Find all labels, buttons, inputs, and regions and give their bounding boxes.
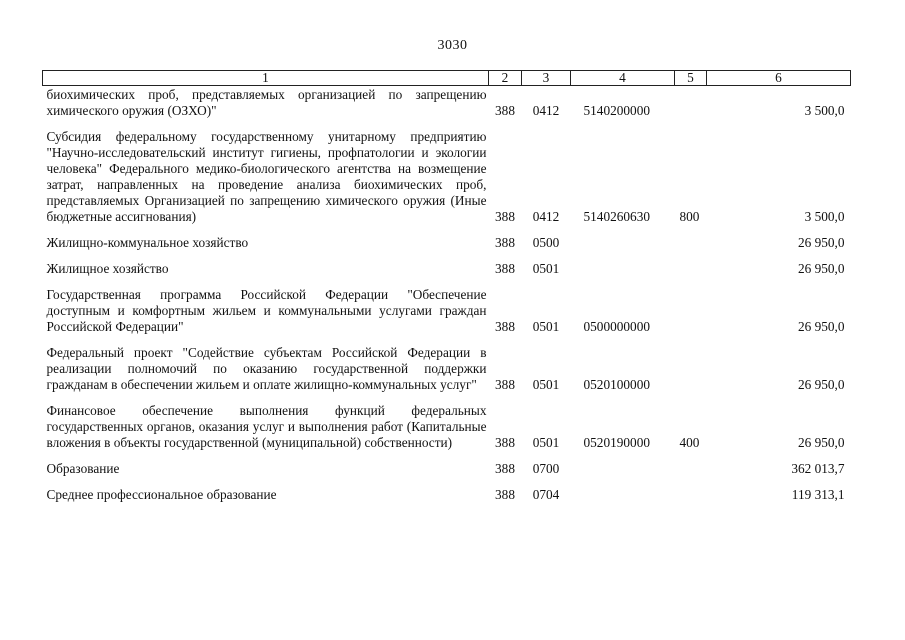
table-row (43, 225, 851, 251)
row-sum: 26 950,0 (797, 261, 845, 276)
row-gr: 388 (495, 103, 515, 118)
row-name: Образование (46, 461, 120, 476)
row-gr: 388 (495, 377, 515, 392)
row-gr: 388 (495, 261, 515, 276)
row-name: Жилищно-коммунальное хозяйство (46, 235, 249, 250)
row-rzpr: 0412 (532, 103, 560, 118)
row-csr: 5140260630 (583, 209, 650, 224)
row-name: Федеральный проект "Содействие субъектам Российской Федерации в реализации полномочий по оказанию государственной поддержки гражданам в обеспечении жильем и оплате жилищно-коммунальных услуг" (46, 345, 487, 392)
row-name: Среднее профессиональное образование (46, 487, 277, 502)
row-gr: 388 (495, 235, 515, 250)
row-gr: 388 (495, 319, 515, 334)
row-csr: 0520190000 (583, 435, 650, 450)
row-gr: 388 (495, 487, 515, 502)
page-number: 3030 (437, 38, 468, 53)
row-csr (571, 251, 675, 277)
row-vr: 400 (679, 435, 700, 450)
column-header-name: 1 (43, 71, 489, 86)
row-rzpr: 0501 (532, 377, 560, 392)
row-rzpr: 0412 (532, 209, 560, 224)
row-name: Субсидия федеральному государственному унитарному предприятию "Научно-исследовательский институт гигиены, профпатологии и экологии человека" Федерального медико-биологического агентства на возмещение затрат, направленных на проведение анализа биохимических проб, представляемых Организацией по запрещению химического оружия (Иные бюджетные ассигнования) (46, 129, 487, 224)
table-row (43, 451, 851, 477)
row-sum: 26 950,0 (797, 319, 845, 334)
row-csr (571, 225, 675, 251)
row-sum: 119 313,1 (791, 487, 845, 502)
row-vr (675, 86, 707, 120)
column-header-csr: 4 (571, 71, 675, 86)
column-header-sum: 6 (707, 71, 851, 86)
column-header-gr: 2 (489, 71, 522, 86)
budget-table (42, 70, 851, 503)
row-vr (675, 225, 707, 251)
table-row (43, 477, 851, 503)
row-rzpr: 0501 (532, 435, 560, 450)
table-header-row (43, 71, 851, 86)
column-header-vr: 5 (675, 71, 707, 86)
row-rzpr: 0500 (532, 235, 560, 250)
row-csr: 0500000000 (583, 319, 650, 334)
row-gr: 388 (495, 461, 515, 476)
row-csr (571, 451, 675, 477)
row-vr (675, 277, 707, 335)
row-csr: 5140200000 (583, 103, 650, 118)
table-row (43, 119, 851, 225)
row-sum: 362 013,7 (791, 461, 845, 476)
row-vr (675, 451, 707, 477)
row-gr: 388 (495, 435, 515, 450)
row-rzpr: 0501 (532, 261, 560, 276)
row-vr: 800 (679, 209, 700, 224)
row-rzpr: 0700 (532, 461, 560, 476)
row-vr (675, 251, 707, 277)
row-rzpr: 0501 (532, 319, 560, 334)
row-name: Государственная программа Российской Федерации "Обеспечение доступным и комфортным жильем и коммунальными услугами граждан Российской Федерации" (46, 287, 487, 334)
table-row (43, 251, 851, 277)
row-sum: 3 500,0 (804, 209, 845, 224)
table-row (43, 393, 851, 451)
row-rzpr: 0704 (532, 487, 560, 502)
row-name: Жилищное хозяйство (46, 261, 169, 276)
row-sum: 3 500,0 (804, 103, 845, 118)
row-gr: 388 (495, 209, 515, 224)
row-name: биохимических проб, представляемых организацией по запрещению химического оружия (ОЗХО)" (46, 87, 487, 118)
row-vr (675, 335, 707, 393)
table-row (43, 86, 851, 120)
row-csr: 0520100000 (583, 377, 650, 392)
row-csr (571, 477, 675, 503)
column-header-rzpr: 3 (522, 71, 571, 86)
row-sum: 26 950,0 (797, 235, 845, 250)
row-sum: 26 950,0 (797, 377, 845, 392)
row-vr (675, 477, 707, 503)
row-sum: 26 950,0 (797, 435, 845, 450)
table-row (43, 335, 851, 393)
table-row (43, 277, 851, 335)
row-name: Финансовое обеспечение выполнения функций федеральных государственных органов, оказания услуг и выполнения работ (Капитальные вложения в объекты государственной (муниципальной) собственности) (46, 403, 487, 450)
